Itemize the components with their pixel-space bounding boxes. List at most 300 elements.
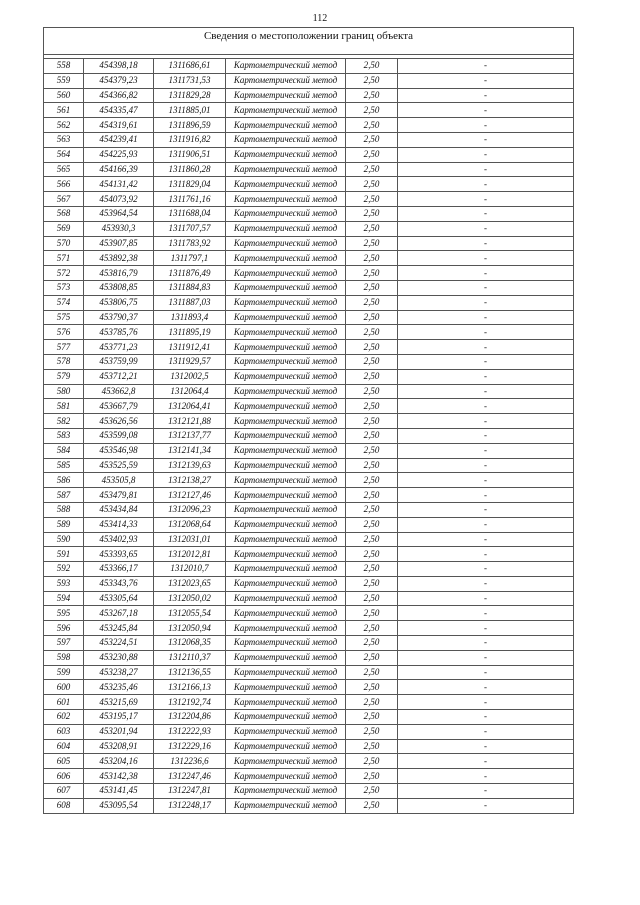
y-coordinate-cell: 1311893,4 [154,310,226,325]
method-cell: Картометрический метод [226,621,346,636]
accuracy-cell: 2,50 [346,606,398,621]
x-coordinate-cell: 453195,17 [84,710,154,725]
accuracy-cell: 2,50 [346,73,398,88]
accuracy-cell: 2,50 [346,132,398,147]
x-coordinate-cell: 453215,69 [84,695,154,710]
accuracy-cell: 2,50 [346,399,398,414]
x-coordinate-cell: 453759,99 [84,354,154,369]
method-cell: Картометрический метод [226,206,346,221]
point-number-cell: 603 [44,724,84,739]
table-row [44,517,574,532]
point-number-cell: 601 [44,695,84,710]
description-cell: - [398,147,574,162]
accuracy-cell: 2,50 [346,147,398,162]
point-number-cell: 587 [44,488,84,503]
y-coordinate-cell: 1312139,63 [154,458,226,473]
accuracy-cell: 2,50 [346,88,398,103]
table-row [44,236,574,251]
point-number-cell: 585 [44,458,84,473]
description-cell: - [398,576,574,591]
description-cell: - [398,340,574,355]
x-coordinate-cell: 453505,8 [84,473,154,488]
description-cell: - [398,399,574,414]
table-row [44,206,574,221]
table-row [44,88,574,103]
method-cell: Картометрический метод [226,517,346,532]
method-cell: Картометрический метод [226,680,346,695]
point-number-cell: 570 [44,236,84,251]
description-cell: - [398,266,574,281]
boundary-table-container [43,27,573,814]
table-row [44,103,574,118]
x-coordinate-cell: 453224,51 [84,636,154,651]
table-row [44,591,574,606]
method-cell: Картометрический метод [226,695,346,710]
y-coordinate-cell: 1311896,59 [154,118,226,133]
table-row [44,251,574,266]
point-number-cell: 579 [44,369,84,384]
x-coordinate-cell: 453245,84 [84,621,154,636]
method-cell: Картометрический метод [226,59,346,74]
x-coordinate-cell: 453599,08 [84,428,154,443]
description-cell: - [398,739,574,754]
x-coordinate-cell: 453208,91 [84,739,154,754]
accuracy-cell: 2,50 [346,517,398,532]
method-cell: Картометрический метод [226,414,346,429]
x-coordinate-cell: 453790,37 [84,310,154,325]
accuracy-cell: 2,50 [346,221,398,236]
description-cell: - [398,547,574,562]
y-coordinate-cell: 1312110,37 [154,650,226,665]
y-coordinate-cell: 1312050,94 [154,621,226,636]
table-row [44,636,574,651]
x-coordinate-cell: 453141,45 [84,784,154,799]
method-cell: Картометрический метод [226,443,346,458]
table-row [44,325,574,340]
description-cell: - [398,103,574,118]
description-cell: - [398,73,574,88]
description-cell: - [398,532,574,547]
point-number-cell: 575 [44,310,84,325]
accuracy-cell: 2,50 [346,621,398,636]
method-cell: Картометрический метод [226,532,346,547]
y-coordinate-cell: 1312204,86 [154,710,226,725]
y-coordinate-cell: 1311885,01 [154,103,226,118]
table-row [44,59,574,74]
accuracy-cell: 2,50 [346,310,398,325]
table-row [44,414,574,429]
y-coordinate-cell: 1312068,35 [154,636,226,651]
description-cell: - [398,132,574,147]
point-number-cell: 604 [44,739,84,754]
description-cell: - [398,695,574,710]
description-cell: - [398,784,574,799]
point-number-cell: 565 [44,162,84,177]
method-cell: Картометрический метод [226,562,346,577]
description-cell: - [398,414,574,429]
description-cell: - [398,251,574,266]
x-coordinate-cell: 453712,21 [84,369,154,384]
method-cell: Картометрический метод [226,650,346,665]
description-cell: - [398,369,574,384]
x-coordinate-cell: 454073,92 [84,192,154,207]
x-coordinate-cell: 453808,85 [84,280,154,295]
point-number-cell: 594 [44,591,84,606]
point-number-cell: 558 [44,59,84,74]
method-cell: Картометрический метод [226,710,346,725]
point-number-cell: 568 [44,206,84,221]
y-coordinate-cell: 1312127,46 [154,488,226,503]
boundary-coordinates-table [43,27,574,814]
method-cell: Картометрический метод [226,784,346,799]
x-coordinate-cell: 454166,39 [84,162,154,177]
method-cell: Картометрический метод [226,428,346,443]
y-coordinate-cell: 1312068,64 [154,517,226,532]
method-cell: Картометрический метод [226,88,346,103]
description-cell: - [398,384,574,399]
x-coordinate-cell: 453806,75 [84,295,154,310]
method-cell: Картометрический метод [226,280,346,295]
accuracy-cell: 2,50 [346,443,398,458]
table-row [44,310,574,325]
x-coordinate-cell: 453235,46 [84,680,154,695]
table-row [44,428,574,443]
description-cell: - [398,59,574,74]
description-cell: - [398,118,574,133]
table-caption: Сведения о местоположении границ объекта [44,28,574,55]
method-cell: Картометрический метод [226,340,346,355]
x-coordinate-cell: 453230,88 [84,650,154,665]
method-cell: Картометрический метод [226,576,346,591]
y-coordinate-cell: 1311829,04 [154,177,226,192]
method-cell: Картометрический метод [226,724,346,739]
table-row [44,221,574,236]
y-coordinate-cell: 1312096,23 [154,502,226,517]
table-row [44,443,574,458]
accuracy-cell: 2,50 [346,473,398,488]
table-row [44,784,574,799]
accuracy-cell: 2,50 [346,384,398,399]
y-coordinate-cell: 1311686,61 [154,59,226,74]
point-number-cell: 593 [44,576,84,591]
x-coordinate-cell: 454239,41 [84,132,154,147]
table-row [44,458,574,473]
y-coordinate-cell: 1311829,28 [154,88,226,103]
method-cell: Картометрический метод [226,754,346,769]
table-body [44,59,574,814]
point-number-cell: 598 [44,650,84,665]
point-number-cell: 599 [44,665,84,680]
y-coordinate-cell: 1312166,13 [154,680,226,695]
accuracy-cell: 2,50 [346,665,398,680]
method-cell: Картометрический метод [226,636,346,651]
description-cell: - [398,428,574,443]
accuracy-cell: 2,50 [346,295,398,310]
x-coordinate-cell: 453238,27 [84,665,154,680]
x-coordinate-cell: 453964,54 [84,206,154,221]
y-coordinate-cell: 1311906,51 [154,147,226,162]
x-coordinate-cell: 454319,61 [84,118,154,133]
x-coordinate-cell: 453907,85 [84,236,154,251]
point-number-cell: 581 [44,399,84,414]
point-number-cell: 577 [44,340,84,355]
point-number-cell: 571 [44,251,84,266]
accuracy-cell: 2,50 [346,739,398,754]
x-coordinate-cell: 453816,79 [84,266,154,281]
table-row [44,532,574,547]
accuracy-cell: 2,50 [346,458,398,473]
accuracy-cell: 2,50 [346,769,398,784]
y-coordinate-cell: 1311688,04 [154,206,226,221]
table-row [44,384,574,399]
table-row [44,739,574,754]
accuracy-cell: 2,50 [346,280,398,295]
y-coordinate-cell: 1312136,55 [154,665,226,680]
accuracy-cell: 2,50 [346,636,398,651]
x-coordinate-cell: 453546,98 [84,443,154,458]
table-row [44,132,574,147]
x-coordinate-cell: 453343,76 [84,576,154,591]
method-cell: Картометрический метод [226,221,346,236]
description-cell: - [398,606,574,621]
x-coordinate-cell: 453142,38 [84,769,154,784]
description-cell: - [398,310,574,325]
description-cell: - [398,88,574,103]
x-coordinate-cell: 453201,94 [84,724,154,739]
table-row [44,177,574,192]
table-row [44,650,574,665]
point-number-cell: 580 [44,384,84,399]
description-cell: - [398,754,574,769]
accuracy-cell: 2,50 [346,488,398,503]
x-coordinate-cell: 453204,16 [84,754,154,769]
accuracy-cell: 2,50 [346,103,398,118]
table-row [44,724,574,739]
y-coordinate-cell: 1312137,77 [154,428,226,443]
x-coordinate-cell: 453434,84 [84,502,154,517]
x-coordinate-cell: 453785,76 [84,325,154,340]
table-row [44,354,574,369]
point-number-cell: 569 [44,221,84,236]
point-number-cell: 564 [44,147,84,162]
x-coordinate-cell: 454366,82 [84,88,154,103]
y-coordinate-cell: 1312050,02 [154,591,226,606]
point-number-cell: 591 [44,547,84,562]
point-number-cell: 582 [44,414,84,429]
y-coordinate-cell: 1312055,54 [154,606,226,621]
description-cell: - [398,769,574,784]
method-cell: Картометрический метод [226,739,346,754]
table-row [44,147,574,162]
description-cell: - [398,458,574,473]
y-coordinate-cell: 1312141,34 [154,443,226,458]
y-coordinate-cell: 1312222,93 [154,724,226,739]
table-row [44,192,574,207]
accuracy-cell: 2,50 [346,118,398,133]
method-cell: Картометрический метод [226,369,346,384]
table-row [44,562,574,577]
table-row [44,710,574,725]
point-number-cell: 572 [44,266,84,281]
y-coordinate-cell: 1312229,16 [154,739,226,754]
description-cell: - [398,562,574,577]
point-number-cell: 584 [44,443,84,458]
method-cell: Картометрический метод [226,251,346,266]
y-coordinate-cell: 1311895,19 [154,325,226,340]
description-cell: - [398,665,574,680]
point-number-cell: 596 [44,621,84,636]
table-row [44,488,574,503]
table-row [44,473,574,488]
y-coordinate-cell: 1311783,92 [154,236,226,251]
point-number-cell: 586 [44,473,84,488]
method-cell: Картометрический метод [226,132,346,147]
table-row [44,73,574,88]
description-cell: - [398,650,574,665]
accuracy-cell: 2,50 [346,532,398,547]
y-coordinate-cell: 1312023,65 [154,576,226,591]
description-cell: - [398,724,574,739]
description-cell: - [398,621,574,636]
table-row [44,798,574,813]
method-cell: Картометрический метод [226,118,346,133]
description-cell: - [398,295,574,310]
x-coordinate-cell: 453662,8 [84,384,154,399]
point-number-cell: 602 [44,710,84,725]
accuracy-cell: 2,50 [346,695,398,710]
page-number: 112 [312,13,328,24]
description-cell: - [398,192,574,207]
description-cell: - [398,236,574,251]
description-cell: - [398,443,574,458]
x-coordinate-cell: 453479,81 [84,488,154,503]
accuracy-cell: 2,50 [346,414,398,429]
accuracy-cell: 2,50 [346,591,398,606]
accuracy-cell: 2,50 [346,177,398,192]
method-cell: Картометрический метод [226,502,346,517]
y-coordinate-cell: 1312064,4 [154,384,226,399]
x-coordinate-cell: 453402,93 [84,532,154,547]
accuracy-cell: 2,50 [346,369,398,384]
method-cell: Картометрический метод [226,192,346,207]
point-number-cell: 592 [44,562,84,577]
description-cell: - [398,517,574,532]
y-coordinate-cell: 1312031,01 [154,532,226,547]
x-coordinate-cell: 453414,33 [84,517,154,532]
y-coordinate-cell: 1311929,57 [154,354,226,369]
description-cell: - [398,325,574,340]
method-cell: Картометрический метод [226,798,346,813]
accuracy-cell: 2,50 [346,251,398,266]
accuracy-cell: 2,50 [346,680,398,695]
description-cell: - [398,680,574,695]
method-cell: Картометрический метод [226,73,346,88]
table-row [44,340,574,355]
method-cell: Картометрический метод [226,177,346,192]
table-row [44,369,574,384]
y-coordinate-cell: 1312236,6 [154,754,226,769]
x-coordinate-cell: 453393,65 [84,547,154,562]
table-row [44,547,574,562]
description-cell: - [398,221,574,236]
description-cell: - [398,354,574,369]
description-cell: - [398,591,574,606]
point-number-cell: 566 [44,177,84,192]
accuracy-cell: 2,50 [346,354,398,369]
method-cell: Картометрический метод [226,384,346,399]
method-cell: Картометрический метод [226,769,346,784]
y-coordinate-cell: 1312121,88 [154,414,226,429]
description-cell: - [398,162,574,177]
method-cell: Картометрический метод [226,236,346,251]
point-number-cell: 574 [44,295,84,310]
y-coordinate-cell: 1312247,46 [154,769,226,784]
point-number-cell: 573 [44,280,84,295]
accuracy-cell: 2,50 [346,724,398,739]
x-coordinate-cell: 453626,56 [84,414,154,429]
accuracy-cell: 2,50 [346,754,398,769]
table-row [44,118,574,133]
method-cell: Картометрический метод [226,295,346,310]
table-row [44,399,574,414]
method-cell: Картометрический метод [226,103,346,118]
method-cell: Картометрический метод [226,606,346,621]
x-coordinate-cell: 453892,38 [84,251,154,266]
accuracy-cell: 2,50 [346,428,398,443]
description-cell: - [398,177,574,192]
point-number-cell: 563 [44,132,84,147]
x-coordinate-cell: 453095,54 [84,798,154,813]
x-coordinate-cell: 453771,23 [84,340,154,355]
x-coordinate-cell: 454398,18 [84,59,154,74]
table-row [44,769,574,784]
point-number-cell: 597 [44,636,84,651]
method-cell: Картометрический метод [226,325,346,340]
accuracy-cell: 2,50 [346,710,398,725]
x-coordinate-cell: 453667,79 [84,399,154,414]
description-cell: - [398,636,574,651]
method-cell: Картометрический метод [226,473,346,488]
accuracy-cell: 2,50 [346,162,398,177]
table-row [44,695,574,710]
table-row [44,680,574,695]
method-cell: Картометрический метод [226,266,346,281]
description-cell: - [398,488,574,503]
point-number-cell: 560 [44,88,84,103]
point-number-cell: 606 [44,769,84,784]
y-coordinate-cell: 1312248,17 [154,798,226,813]
method-cell: Картометрический метод [226,162,346,177]
accuracy-cell: 2,50 [346,266,398,281]
table-row [44,606,574,621]
x-coordinate-cell: 454379,23 [84,73,154,88]
y-coordinate-cell: 1312010,7 [154,562,226,577]
point-number-cell: 600 [44,680,84,695]
accuracy-cell: 2,50 [346,325,398,340]
y-coordinate-cell: 1311761,16 [154,192,226,207]
table-row [44,162,574,177]
table-row [44,295,574,310]
point-number-cell: 595 [44,606,84,621]
x-coordinate-cell: 454225,93 [84,147,154,162]
table-row [44,280,574,295]
y-coordinate-cell: 1312192,74 [154,695,226,710]
accuracy-cell: 2,50 [346,798,398,813]
method-cell: Картометрический метод [226,458,346,473]
x-coordinate-cell: 453930,3 [84,221,154,236]
x-coordinate-cell: 453305,64 [84,591,154,606]
accuracy-cell: 2,50 [346,547,398,562]
